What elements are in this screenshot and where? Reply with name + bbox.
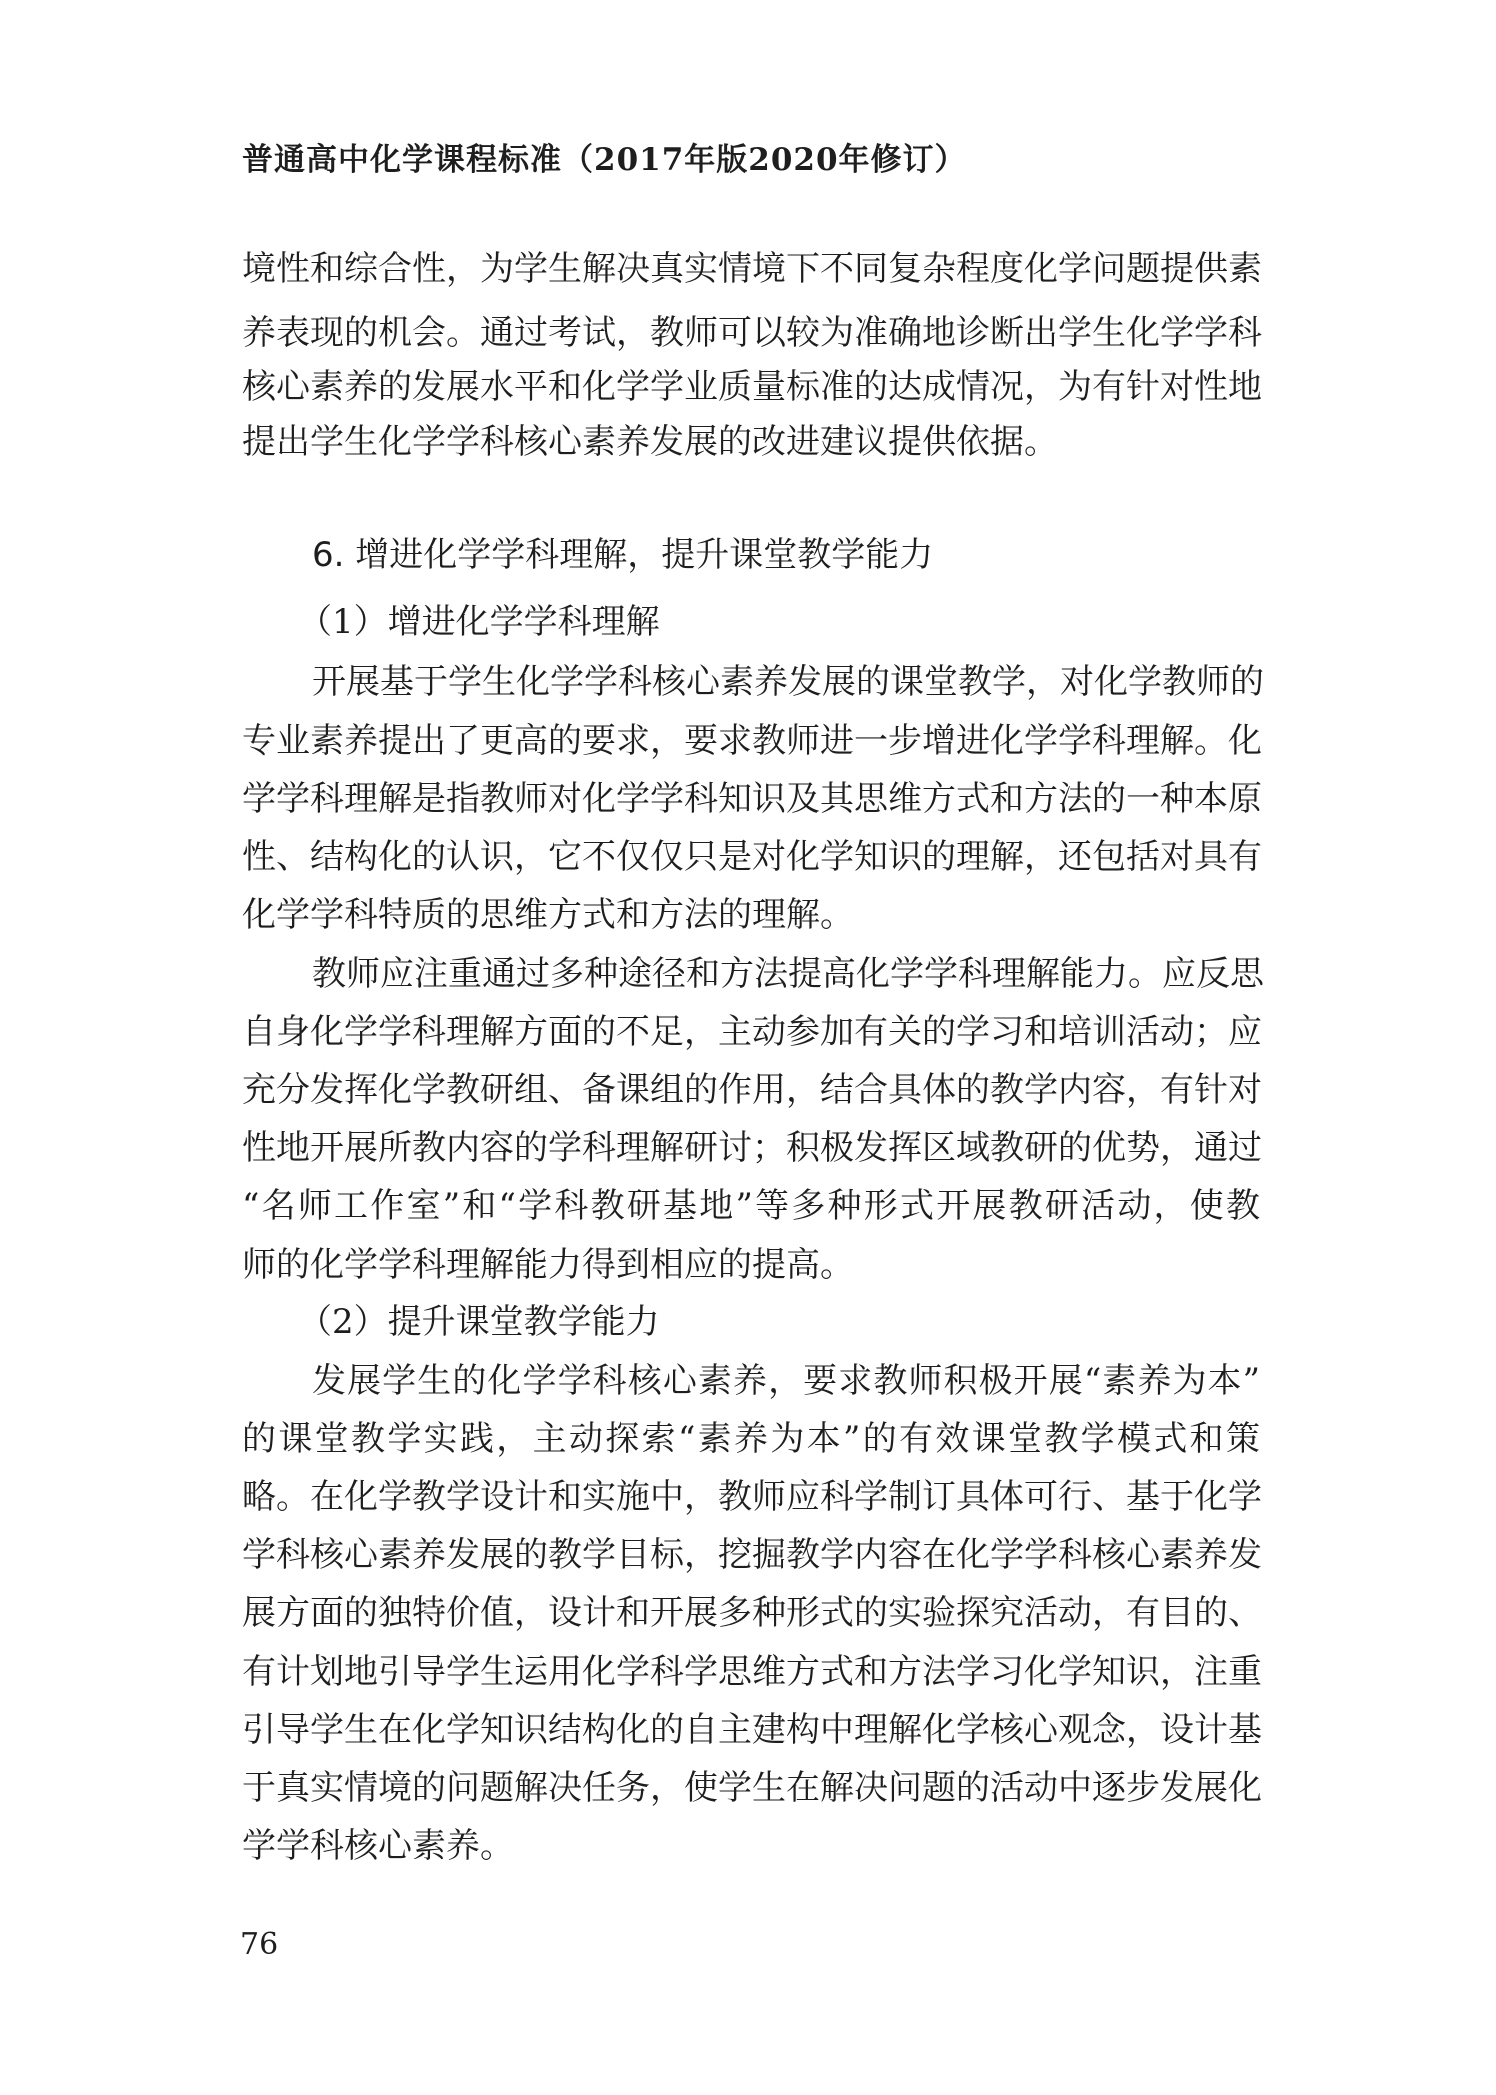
text-line: 开展基于学生化学学科核心素养发展的课堂教学，对化学教师的 — [312, 662, 1264, 702]
text-line: 引导学生在化学知识结构化的自主建构中理解化学核心观念，设计基 — [242, 1710, 1262, 1750]
text-line: 提出学生化学学科核心素养发展的改进建议提供依据。 — [242, 422, 1058, 462]
text-line: 略。在化学教学设计和实施中，教师应科学制订具体可行、基于化学 — [242, 1477, 1262, 1517]
text-line: 核心素养的发展水平和化学学业质量标准的达成情况，为有针对性地 — [242, 367, 1262, 407]
section-heading: 6. 增进化学学科理解，提升课堂教学能力 — [312, 535, 934, 575]
text-line: 学科核心素养发展的教学目标，挖掘教学内容在化学学科核心素养发 — [242, 1535, 1262, 1575]
text-line: “名师工作室”和“学科教研基地”等多种形式开展教研活动，使教 — [242, 1186, 1260, 1226]
text-line: 自身化学学科理解方面的不足，主动参加有关的学习和培训活动；应 — [242, 1012, 1262, 1052]
running-header: 普通高中化学课程标准（2017年版2020年修订） — [242, 142, 967, 178]
page-number: 76 — [240, 1927, 279, 1962]
text-line: 发展学生的化学学科核心素养，要求教师积极开展“素养为本” — [312, 1361, 1260, 1401]
text-line: 性、结构化的认识，它不仅仅只是对化学知识的理解，还包括对具有 — [242, 837, 1262, 877]
text-line: 学学科理解是指教师对化学学科知识及其思维方式和方法的一种本原 — [242, 779, 1262, 819]
text-line: 于真实情境的问题解决任务，使学生在解决问题的活动中逐步发展化 — [242, 1768, 1262, 1808]
text-line: 有计划地引导学生运用化学科学思维方式和方法学习化学知识，注重 — [242, 1652, 1262, 1692]
subsection-heading: （2）提升课堂教学能力 — [298, 1302, 660, 1342]
text-line: 养表现的机会。通过考试，教师可以较为准确地诊断出学生化学学科 — [242, 313, 1262, 353]
text-line: 专业素养提出了更高的要求，要求教师进一步增进化学学科理解。化 — [242, 721, 1262, 761]
text-line: 教师应注重通过多种途径和方法提高化学学科理解能力。应反思 — [312, 954, 1264, 994]
subsection-heading: （1）增进化学学科理解 — [298, 602, 660, 642]
text-line: 的课堂教学实践，主动探索“素养为本”的有效课堂教学模式和策 — [242, 1419, 1260, 1459]
text-line: 师的化学学科理解能力得到相应的提高。 — [242, 1245, 854, 1285]
text-line: 充分发挥化学教研组、备课组的作用，结合具体的教学内容，有针对 — [242, 1070, 1262, 1110]
text-line: 展方面的独特价值，设计和开展多种形式的实验探究活动，有目的、 — [242, 1593, 1262, 1633]
text-line: 学学科核心素养。 — [242, 1826, 514, 1866]
text-line: 性地开展所教内容的学科理解研讨；积极发挥区域教研的优势，通过 — [242, 1128, 1262, 1168]
text-line: 化学学科特质的思维方式和方法的理解。 — [242, 895, 854, 935]
text-line: 境性和综合性，为学生解决真实情境下不同复杂程度化学问题提供素 — [242, 249, 1262, 289]
